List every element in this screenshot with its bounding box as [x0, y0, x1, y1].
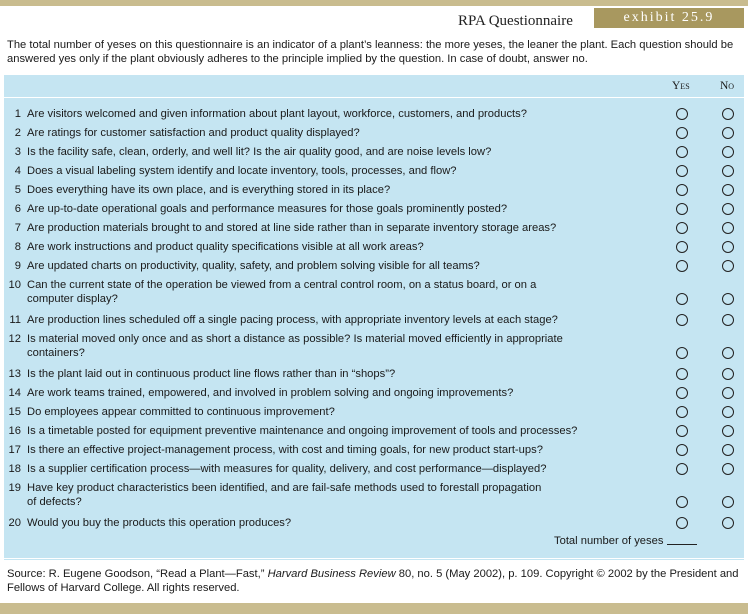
no-radio[interactable] — [722, 184, 734, 196]
yes-radio[interactable] — [676, 293, 688, 305]
question-number: 16 — [8, 425, 21, 437]
page-title: RPA Questionnaire — [458, 13, 573, 29]
question-row — [7, 367, 637, 381]
total-blank[interactable] — [667, 544, 697, 545]
no-radio[interactable] — [722, 387, 734, 399]
question-row — [7, 240, 637, 254]
question-number: 9 — [14, 260, 21, 272]
question-number: 5 — [14, 184, 21, 196]
no-radio[interactable] — [722, 463, 734, 475]
yes-radio[interactable] — [676, 241, 688, 253]
question-number: 10 — [8, 279, 21, 291]
yes-radio[interactable] — [676, 368, 688, 380]
no-radio[interactable] — [722, 444, 734, 456]
question-row — [7, 386, 637, 400]
question-text: Do employees appear committed to continuous improvement? — [27, 406, 335, 418]
question-row — [7, 202, 637, 216]
question-text-continued: containers? — [27, 347, 85, 359]
no-radio[interactable] — [722, 127, 734, 139]
question-number: 14 — [8, 387, 21, 399]
yes-radio[interactable] — [676, 184, 688, 196]
no-radio[interactable] — [722, 406, 734, 418]
yes-radio[interactable] — [676, 127, 688, 139]
yes-radio[interactable] — [676, 222, 688, 234]
question-row — [7, 221, 637, 235]
question-number: 13 — [8, 368, 21, 380]
question-number: 3 — [14, 146, 21, 158]
question-text: Is a supplier certification process—with measures for quality, delivery, and cost performance—displayed? — [27, 463, 547, 475]
yes-radio[interactable] — [676, 146, 688, 158]
question-number: 4 — [14, 165, 21, 177]
question-row — [7, 313, 637, 327]
question-row — [7, 145, 637, 159]
question-text: Does everything have its own place, and is everything stored in its place? — [27, 184, 391, 196]
question-number: 1 — [14, 108, 21, 120]
question-number: 7 — [14, 222, 21, 234]
question-text: Is material moved only once and as short a distance as possible? Is material moved efficiently in appropriate — [27, 333, 563, 345]
total-label: Total number of yeses — [554, 535, 664, 547]
yes-radio[interactable] — [676, 444, 688, 456]
bottom-band — [0, 603, 748, 614]
question-row — [7, 107, 637, 121]
no-radio[interactable] — [722, 241, 734, 253]
exhibit-label: exhibit 25.9 — [594, 8, 744, 28]
source-prefix: Source: R. Eugene Goodson, “Read a Plant—Fast,” — [7, 568, 268, 580]
question-row — [7, 259, 637, 273]
question-number: 17 — [8, 444, 21, 456]
footer-divider — [4, 558, 744, 559]
no-radio[interactable] — [722, 517, 734, 529]
no-column-header: No — [720, 80, 735, 92]
source-citation — [7, 567, 743, 595]
question-row — [7, 126, 637, 140]
yes-radio[interactable] — [676, 347, 688, 359]
question-row — [7, 164, 637, 178]
question-text: Are work instructions and product quality specifications visible at all work areas? — [27, 241, 424, 253]
no-radio[interactable] — [722, 293, 734, 305]
question-number: 15 — [8, 406, 21, 418]
header-divider — [4, 97, 744, 98]
no-radio[interactable] — [722, 146, 734, 158]
yes-radio[interactable] — [676, 203, 688, 215]
question-text: Are up-to-date operational goals and performance measures for those goals prominently posted? — [27, 203, 508, 215]
question-text: Is a timetable posted for equipment preventive maintenance and ongoing improvement of tools and processes? — [27, 425, 578, 437]
yes-radio[interactable] — [676, 108, 688, 120]
question-row — [7, 424, 637, 438]
no-radio[interactable] — [722, 260, 734, 272]
question-text: Does a visual labeling system identify and locate inventory, tools, processes, and flow? — [27, 165, 457, 177]
question-number: 20 — [8, 517, 21, 529]
yes-column-header: Yes — [672, 80, 690, 92]
yes-radio[interactable] — [676, 165, 688, 177]
source-suffix: 80, no. 5 (May 2002), p. 109. Copyright © 2002 by the President and Fellows of Harvard College. All rights reserved. — [7, 568, 739, 594]
question-row — [7, 462, 637, 476]
yes-radio[interactable] — [676, 387, 688, 399]
yes-radio[interactable] — [676, 260, 688, 272]
no-radio[interactable] — [722, 368, 734, 380]
question-text: Is the plant laid out in continuous product line flows rather than in “shops”? — [27, 368, 396, 380]
yes-radio[interactable] — [676, 425, 688, 437]
question-row — [7, 443, 637, 457]
no-radio[interactable] — [722, 347, 734, 359]
no-radio[interactable] — [722, 496, 734, 508]
question-row — [7, 405, 637, 419]
question-text: Would you buy the products this operation produces? — [27, 517, 292, 529]
no-radio[interactable] — [722, 203, 734, 215]
no-radio[interactable] — [722, 165, 734, 177]
no-radio[interactable] — [722, 314, 734, 326]
intro-text: The total number of yeses on this questionnaire is an indicator of a plant’s leanness: the more yeses, the leaner the plant. Each question should be answered yes only if the plant obviously adheres to the principle implied by the question. In case of doubt, answer no. — [7, 39, 734, 65]
question-text: Have key product characteristics been identified, and are fail-safe methods used to forestall propagation — [27, 482, 542, 494]
source-journal: Harvard Business Review — [267, 568, 396, 580]
question-number: 19 — [8, 482, 21, 494]
question-text: Can the current state of the operation be viewed from a central control room, on a status board, or on a — [27, 279, 537, 291]
yes-radio[interactable] — [676, 496, 688, 508]
question-number: 11 — [9, 314, 21, 326]
question-text: Are updated charts on productivity, quality, safety, and problem solving visible for all teams? — [27, 260, 480, 272]
question-text: Are visitors welcomed and given information about plant layout, workforce, customers, and products? — [27, 108, 527, 120]
question-number: 6 — [14, 203, 21, 215]
question-text: Are production lines scheduled off a single pacing process, with appropriate inventory levels at each stage? — [27, 314, 558, 326]
question-row — [7, 183, 637, 197]
no-radio[interactable] — [722, 108, 734, 120]
question-number: 8 — [14, 241, 21, 253]
yes-radio[interactable] — [676, 463, 688, 475]
yes-radio[interactable] — [676, 314, 688, 326]
question-number: 12 — [8, 333, 21, 345]
question-number: 18 — [8, 463, 21, 475]
yes-radio[interactable] — [676, 517, 688, 529]
question-text-continued: computer display? — [27, 293, 118, 305]
question-text: Is the facility safe, clean, orderly, and well lit? Is the air quality good, and are noise levels low? — [27, 146, 492, 158]
question-text-continued: of defects? — [27, 496, 82, 508]
question-row — [7, 481, 637, 509]
yes-radio[interactable] — [676, 406, 688, 418]
question-row — [7, 278, 637, 306]
no-radio[interactable] — [722, 222, 734, 234]
question-row — [7, 516, 637, 530]
question-text: Are production materials brought to and stored at line side rather than in separate inventory storage areas? — [27, 222, 557, 234]
question-text: Are work teams trained, empowered, and involved in problem solving and ongoing improvements? — [27, 387, 514, 399]
no-radio[interactable] — [722, 425, 734, 437]
total-yeses — [554, 535, 697, 547]
question-number: 2 — [14, 127, 21, 139]
question-text: Are ratings for customer satisfaction and product quality displayed? — [27, 127, 360, 139]
top-band — [0, 0, 748, 6]
question-row — [7, 332, 637, 360]
question-text: Is there an effective project-management process, with cost and timing goals, for new product start-ups? — [27, 444, 543, 456]
